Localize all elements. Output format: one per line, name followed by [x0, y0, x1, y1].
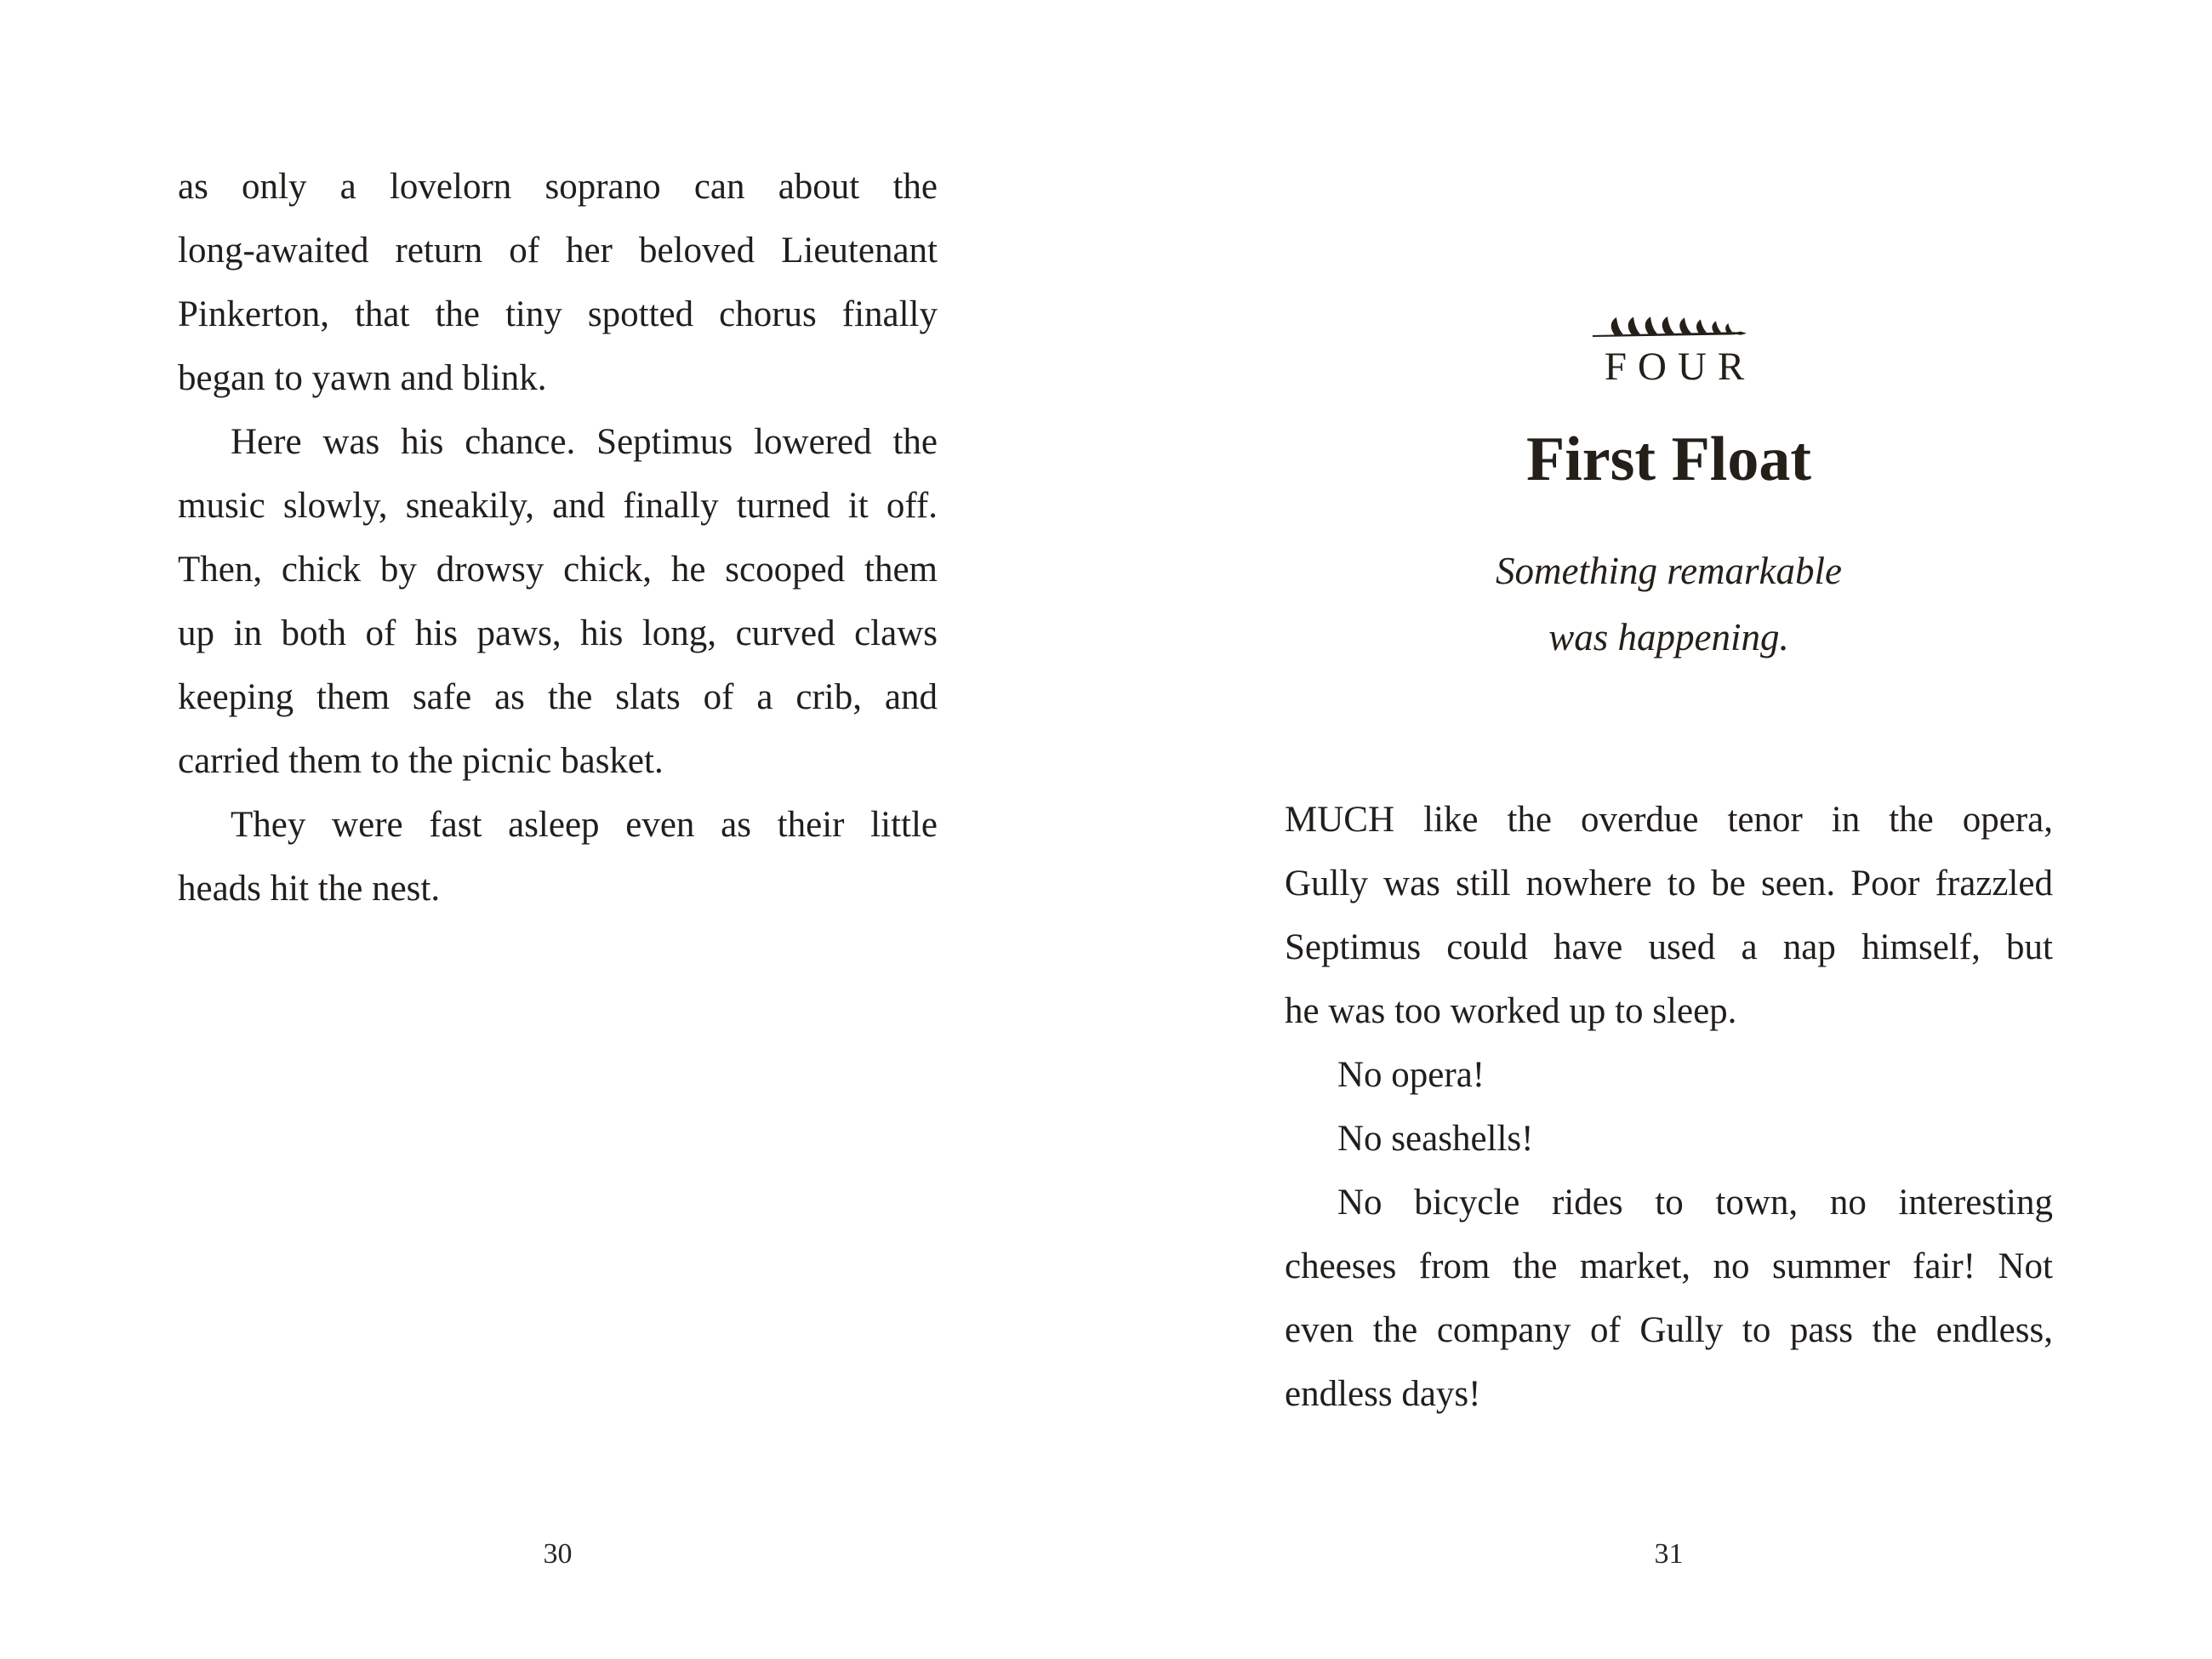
- paragraph: [178, 793, 938, 921]
- text-line: music slowly, sneakily, and finally turned it off.: [178, 486, 938, 526]
- paragraph: [1285, 1107, 2053, 1171]
- text-line: heads hit the nest.: [178, 869, 441, 909]
- text-line: They were fast asleep even as their little: [231, 805, 938, 845]
- text-line: up in both of his paws, his long, curved claws: [178, 613, 938, 653]
- paragraph: [1285, 1171, 2053, 1426]
- subtitle-line: was happening.: [1548, 616, 1789, 658]
- text-line: even the company of Gully to pass the endless,: [1285, 1310, 2053, 1350]
- text-line: Here was his chance. Septimus lowered the: [231, 422, 938, 462]
- paragraph: [1285, 788, 2053, 1043]
- text-line: as only a lovelorn soprano can about the: [178, 167, 938, 207]
- left-page-number: 30: [543, 1538, 573, 1570]
- left-page-body: [178, 155, 938, 921]
- text-line: No opera!: [1337, 1055, 1485, 1095]
- paragraph: [1285, 1043, 2053, 1107]
- text-line: endless days!: [1285, 1374, 1481, 1414]
- chapter-subtitle: [1285, 538, 2053, 670]
- text-line: Septimus could have used a nap himself, but: [1285, 927, 2053, 967]
- right-page-body: [1285, 788, 2053, 1426]
- text-line: carried them to the picnic basket.: [178, 741, 664, 781]
- subtitle-line: Something remarkable: [1496, 550, 1842, 592]
- text-line: began to yawn and blink.: [178, 358, 547, 398]
- text-line: long-awaited return of her beloved Lieutenant: [178, 231, 938, 271]
- chapter-title: First Float: [1526, 425, 1811, 494]
- paragraph: [178, 410, 938, 793]
- paragraph: [178, 155, 938, 410]
- text-line: he was too worked up to sleep.: [1285, 991, 1737, 1031]
- text-line: Pinkerton, that the tiny spotted chorus finally: [178, 294, 938, 334]
- text-line: cheeses from the market, no summer fair! Not: [1285, 1246, 2053, 1286]
- text-line: No seashells!: [1337, 1119, 1534, 1159]
- text-line: MUCH like the overdue tenor in the opera,: [1285, 800, 2053, 840]
- right-page-number: 31: [1654, 1538, 1684, 1570]
- text-line: keeping them safe as the slats of a crib, and: [178, 677, 938, 717]
- text-line: Gully was still nowhere to be seen. Poor frazzled: [1285, 864, 2053, 904]
- text-line: No bicycle rides to town, no interesting: [1337, 1183, 2053, 1223]
- chapter-number: FOUR: [1604, 345, 1756, 389]
- text-line: Then, chick by drowsy chick, he scooped them: [178, 550, 938, 590]
